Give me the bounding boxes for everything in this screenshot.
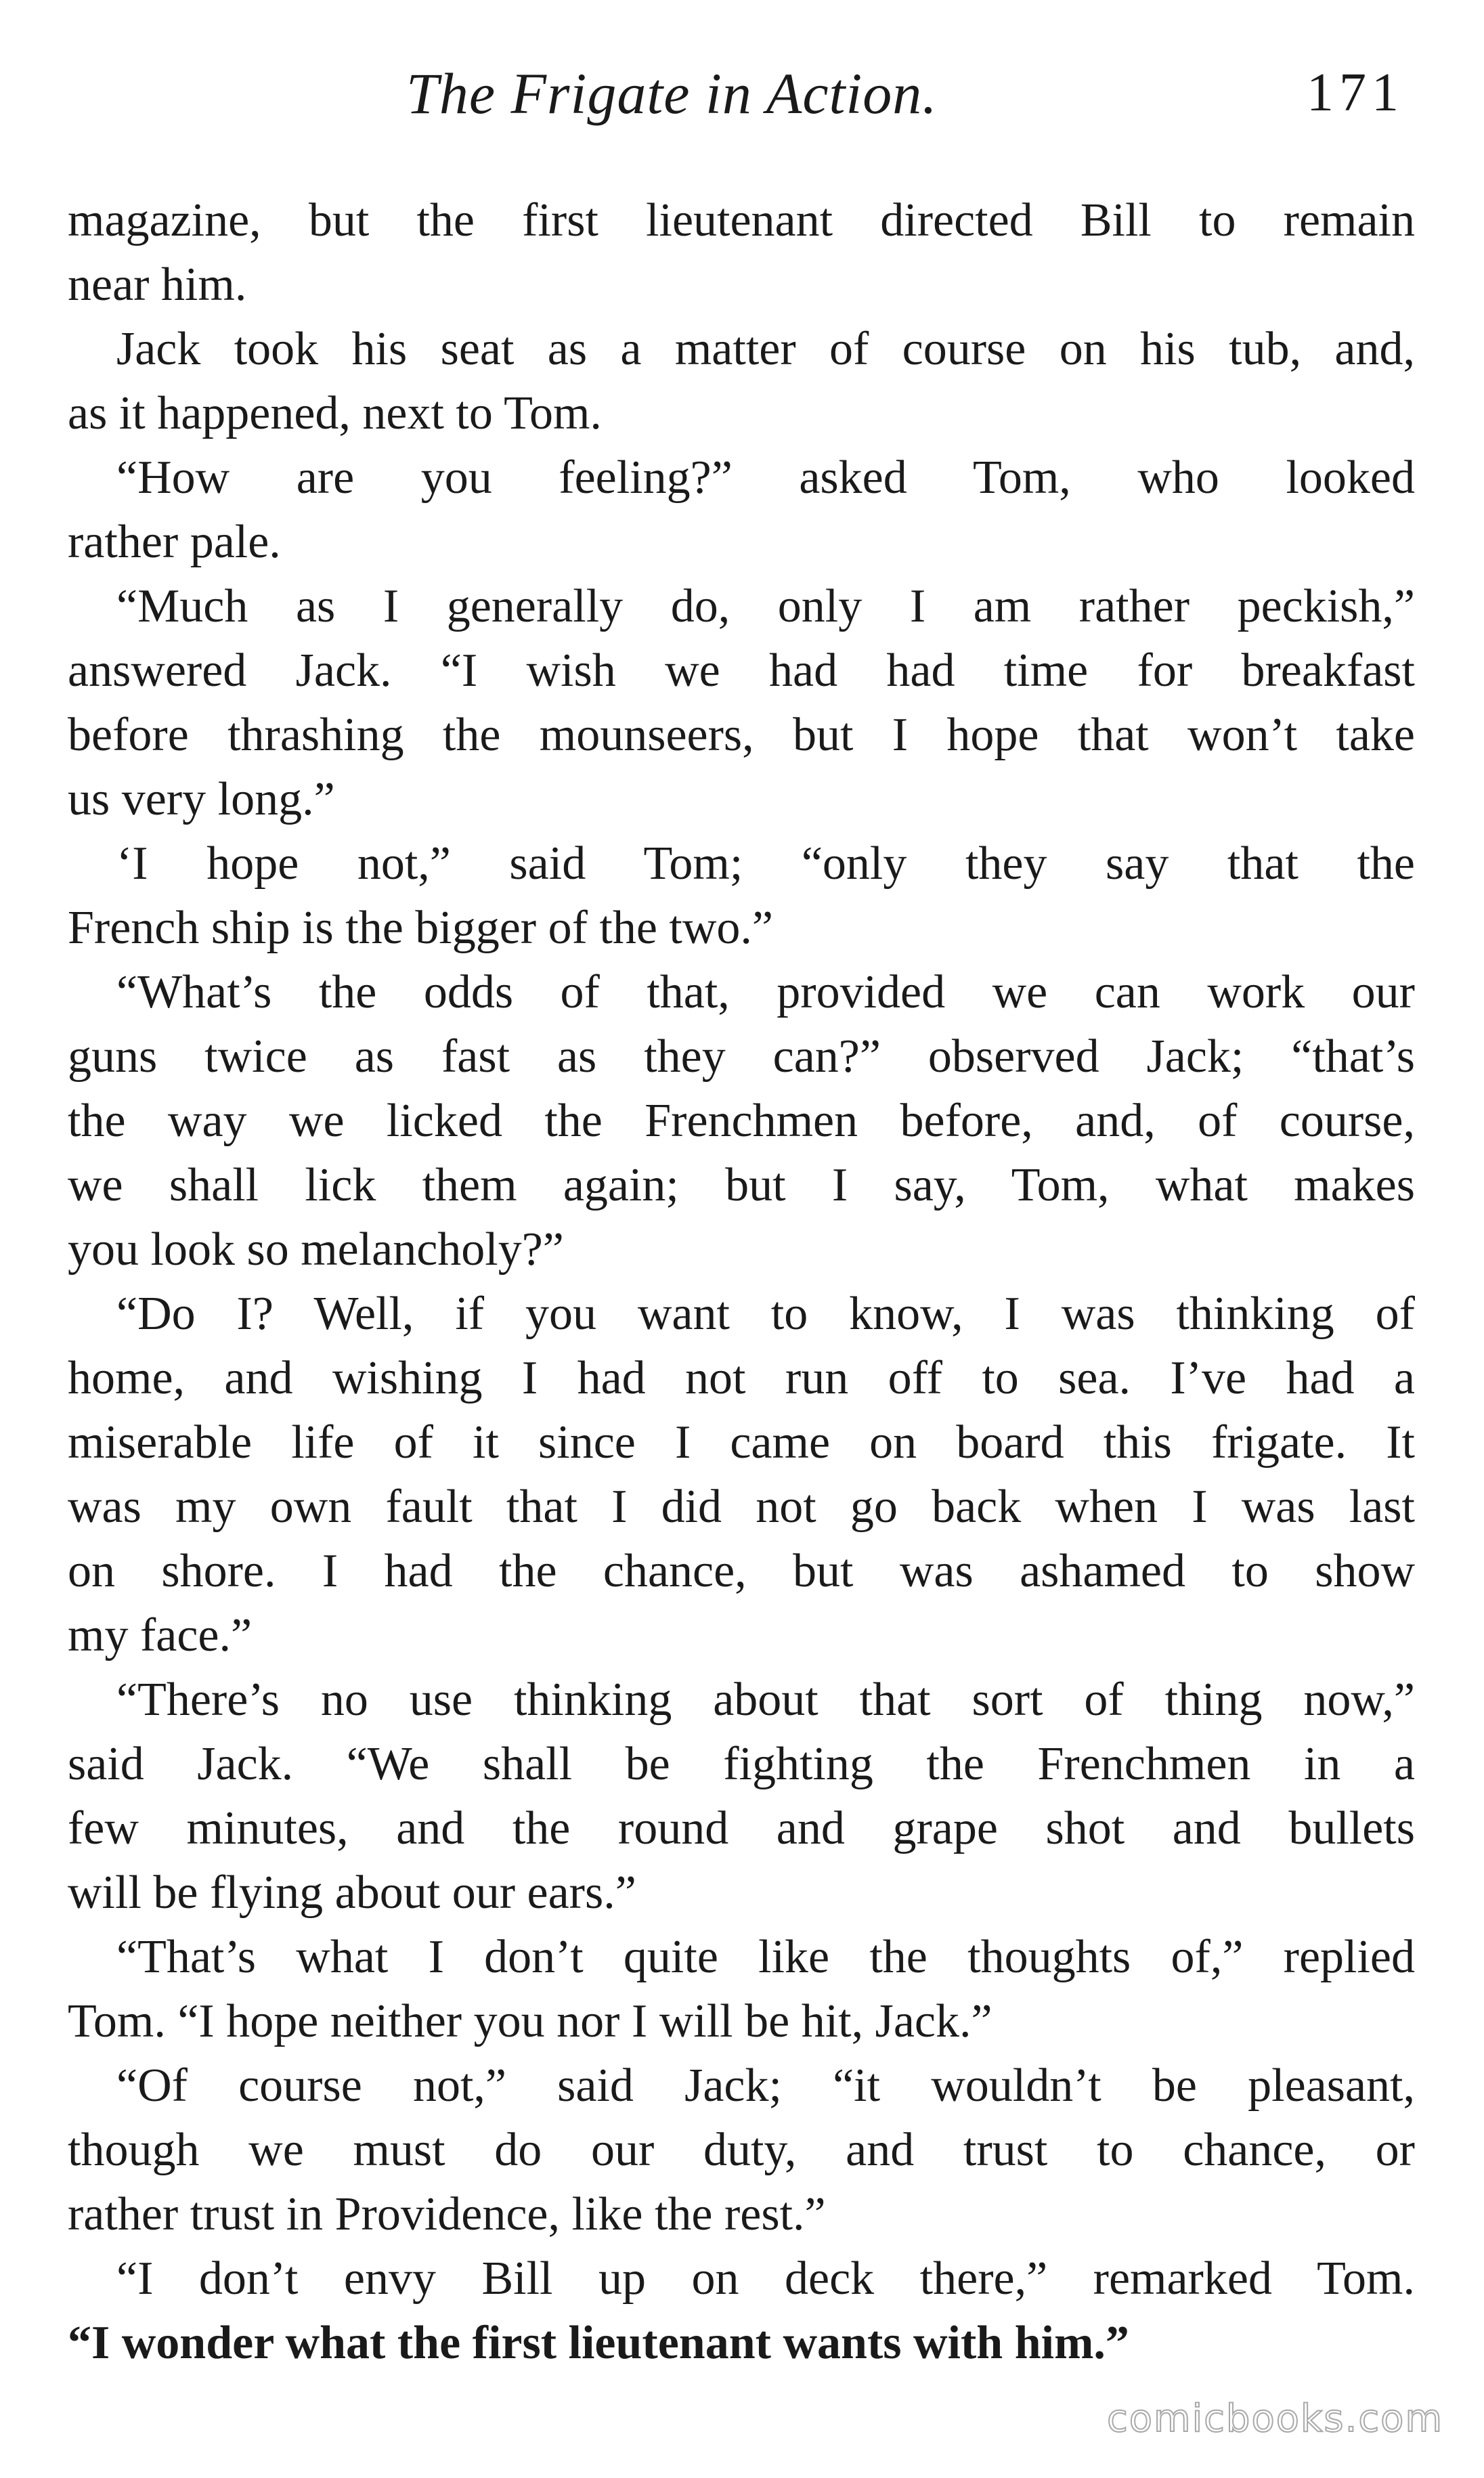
text-line: said Jack. “We shall be fighting the Frenchmen in a <box>68 1738 1415 1790</box>
text-line: “I wonder what the first lieutenant wants with him.” <box>68 2317 1129 2369</box>
text-line: ‘I hope not,” said Tom; “only they say that the <box>116 838 1415 890</box>
text-line: few minutes, and the round and grape shot and bullets <box>68 1802 1415 1854</box>
text-line: we shall lick them again; but I say, Tom, what makes <box>68 1159 1415 1211</box>
text-line: rather pale. <box>68 516 281 568</box>
text-line: near him. <box>68 259 247 311</box>
text-line: us very long.” <box>68 773 335 825</box>
text-line: “How are you feeling?” asked Tom, who looked <box>116 452 1415 504</box>
text-line: answered Jack. “I wish we had had time for breakfast <box>68 645 1415 697</box>
text-line: home, and wishing I had not run off to sea. I’ve had a <box>68 1352 1415 1404</box>
text-line: miserable life of it since I came on board this frigate. It <box>68 1416 1415 1469</box>
text-line: Tom. “I hope neither you nor I will be hit, Jack.” <box>68 1995 992 2047</box>
text-line: “Do I? Well, if you want to know, I was thinking of <box>116 1288 1415 1340</box>
page-number: 171 <box>1307 63 1404 123</box>
text-line: “I don’t envy Bill up on deck there,” remarked Tom. <box>116 2253 1415 2305</box>
text-line: “There’s no use thinking about that sort of thing now,” <box>116 1674 1415 1726</box>
text-line: will be flying about our ears.” <box>68 1867 636 1919</box>
text-line: guns twice as fast as they can?” observed Jack; “that’s <box>68 1030 1415 1083</box>
watermark: comicbooks.com <box>1106 2397 1443 2441</box>
text-line: as it happened, next to Tom. <box>68 387 602 439</box>
text-line: “That’s what I don’t quite like the thoughts of,” replied <box>116 1931 1415 1983</box>
text-line: Jack took his seat as a matter of course on his tub, and, <box>116 323 1415 375</box>
text-line: French ship is the bigger of the two.” <box>68 902 774 954</box>
running-title: The Frigate in Action. <box>406 61 938 126</box>
text-line: “What’s the odds of that, provided we can work our <box>116 966 1415 1018</box>
text-line: magazine, but the first lieutenant directed Bill to remain <box>68 194 1415 246</box>
text-line: though we must do our duty, and trust to chance, or <box>68 2124 1415 2176</box>
text-line: before thrashing the mounseers, but I hope that won’t take <box>68 709 1415 761</box>
text-line: “Of course not,” said Jack; “it wouldn’t be pleasant, <box>116 2060 1415 2112</box>
text-line: was my own fault that I did not go back when I was last <box>68 1481 1415 1533</box>
body-text <box>68 188 1415 2375</box>
text-line: my face.” <box>68 1609 253 1661</box>
text-line: “Much as I generally do, only I am rather peckish,” <box>116 580 1415 632</box>
text-line: you look so melancholy?” <box>68 1223 564 1276</box>
text-line: rather trust in Providence, like the rest.” <box>68 2188 826 2240</box>
running-head <box>0 60 1484 134</box>
text-line: the way we licked the Frenchmen before, and, of course, <box>68 1095 1415 1147</box>
text-line: on shore. I had the chance, but was ashamed to show <box>68 1545 1415 1597</box>
